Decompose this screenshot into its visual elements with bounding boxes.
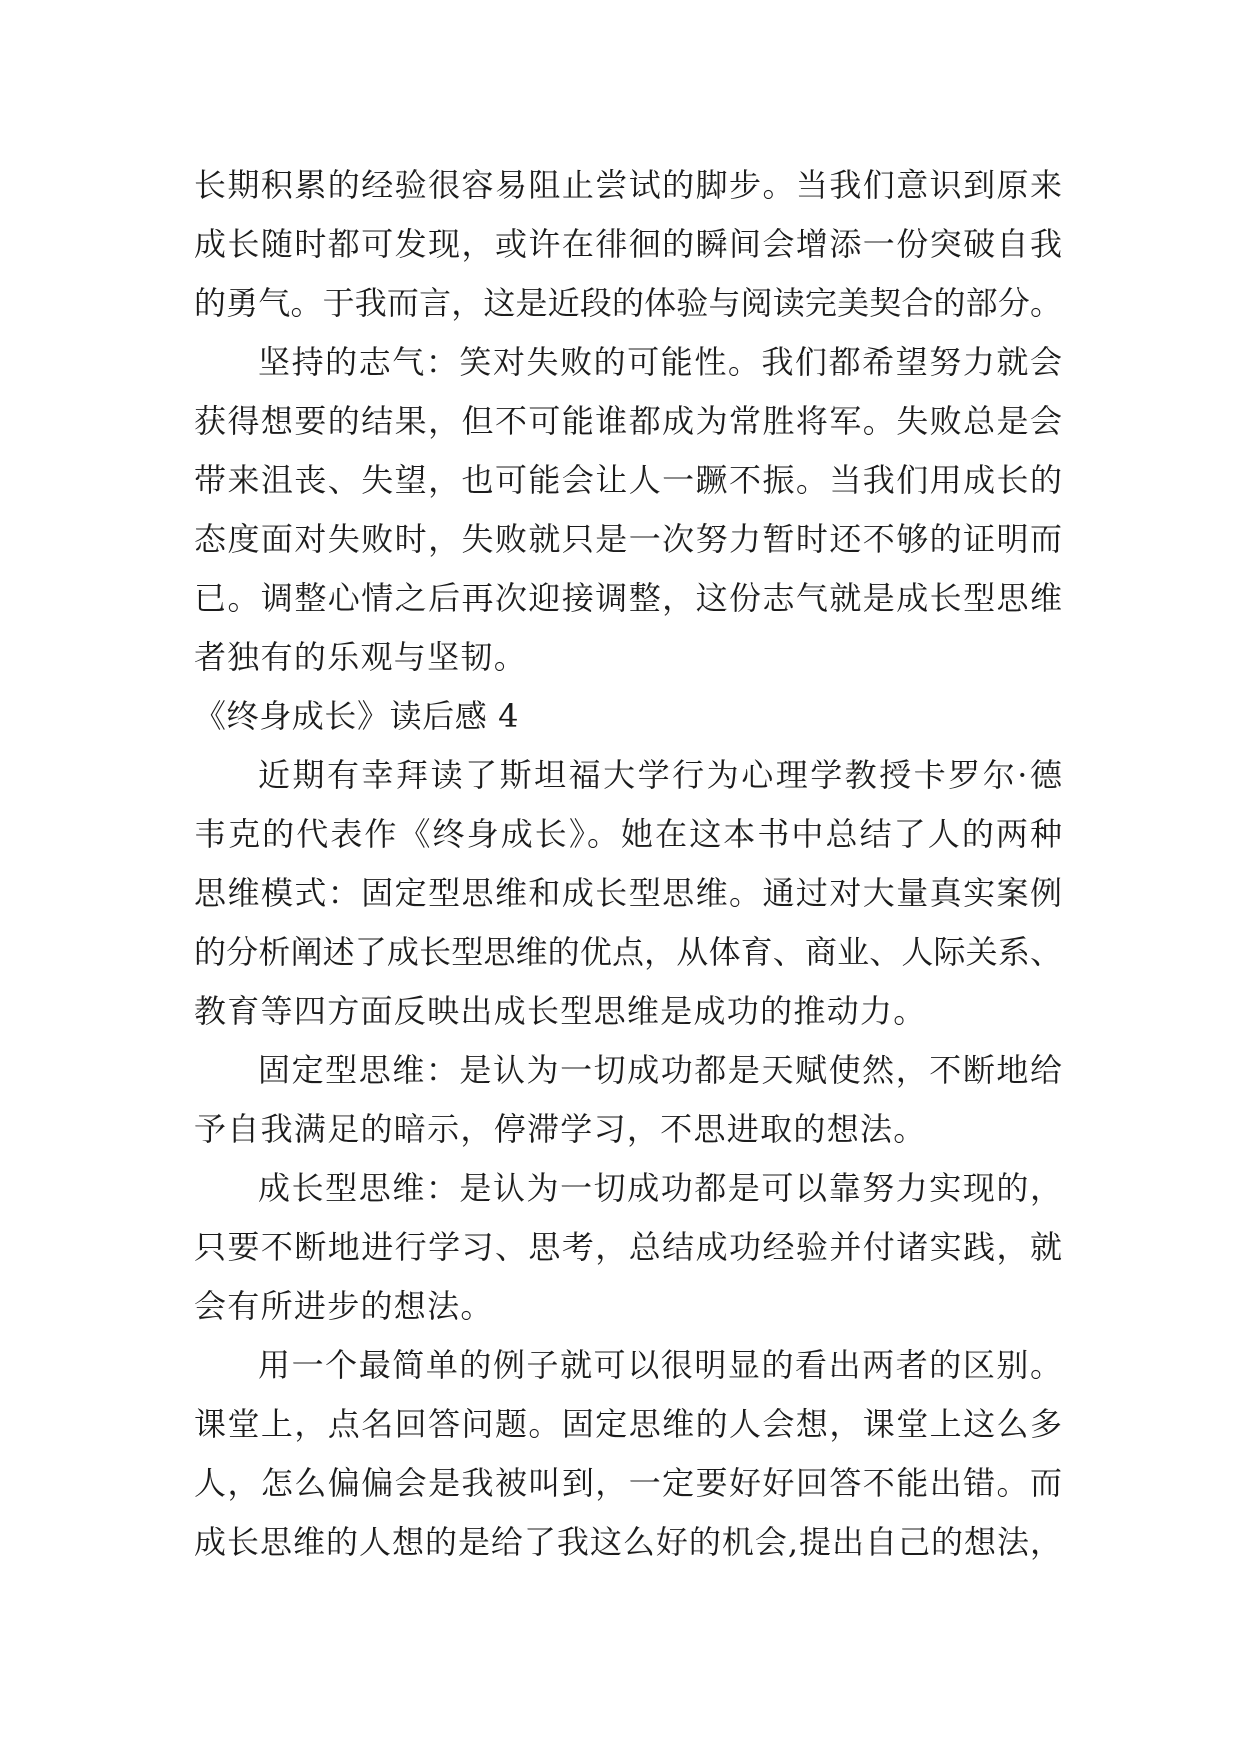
text-line: 思维模式：固定型思维和成长型思维。通过对大量真实案例 <box>194 874 1062 912</box>
paragraph <box>194 746 1062 1041</box>
paragraph <box>194 156 1062 333</box>
text-line: 长期积累的经验很容易阻止尝试的脚步。当我们意识到原来 <box>194 166 1062 204</box>
text-line: 带来沮丧、失望，也可能会让人一蹶不振。当我们用成长的 <box>194 461 1062 499</box>
text-line: 获得想要的结果，但不可能谁都成为常胜将军。失败总是会 <box>194 402 1062 440</box>
text-line: 韦克的代表作《终身成长》。她在这本书中总结了人的两种 <box>194 815 1062 853</box>
text-line: 的分析阐述了成长型思维的优点，从体育、商业、人际关系、 <box>194 933 1062 971</box>
document-body <box>194 156 1062 1572</box>
text-line: 课堂上，点名回答问题。固定思维的人会想，课堂上这么多 <box>194 1405 1062 1443</box>
text-line: 用一个最简单的例子就可以很明显的看出两者的区别。 <box>258 1346 1062 1384</box>
paragraph <box>194 1159 1062 1336</box>
text-line: 态度面对失败时，失败就只是一次努力暂时还不够的证明而 <box>194 520 1062 558</box>
text-line: 的勇气。于我而言，这是近段的体验与阅读完美契合的部分。 <box>194 284 1062 322</box>
text-line: 人，怎么偏偏会是我被叫到，一定要好好回答不能出错。而 <box>194 1464 1062 1502</box>
text-line: 已。调整心情之后再次迎接调整，这份志气就是成长型思维 <box>194 579 1062 617</box>
paragraph <box>194 1336 1062 1572</box>
text-line: 成长思维的人想的是给了我这么好的机会,提出自己的想法， <box>194 1523 1062 1561</box>
paragraph <box>194 1041 1062 1159</box>
section-heading: 《终身成长》读后感 4 <box>194 697 520 735</box>
text-line: 者独有的乐观与坚韧。 <box>194 638 528 676</box>
text-line: 固定型思维：是认为一切成功都是天赋使然，不断地给 <box>258 1051 1062 1089</box>
text-line: 教育等四方面反映出成长型思维是成功的推动力。 <box>194 992 927 1030</box>
text-line: 会有所进步的想法。 <box>194 1287 494 1325</box>
text-line: 近期有幸拜读了斯坦福大学行为心理学教授卡罗尔·德 <box>258 756 1062 794</box>
text-line: 坚持的志气：笑对失败的可能性。我们都希望努力就会 <box>258 343 1062 381</box>
paragraph <box>194 333 1062 687</box>
text-line: 予自我满足的暗示，停滞学习，不思进取的想法。 <box>194 1110 927 1148</box>
text-line: 只要不断地进行学习、思考，总结成功经验并付诸实践，就 <box>194 1228 1062 1266</box>
text-line: 成长随时都可发现，或许在徘徊的瞬间会增添一份突破自我 <box>194 225 1062 263</box>
text-line: 成长型思维：是认为一切成功都是可以靠努力实现的， <box>258 1169 1062 1207</box>
